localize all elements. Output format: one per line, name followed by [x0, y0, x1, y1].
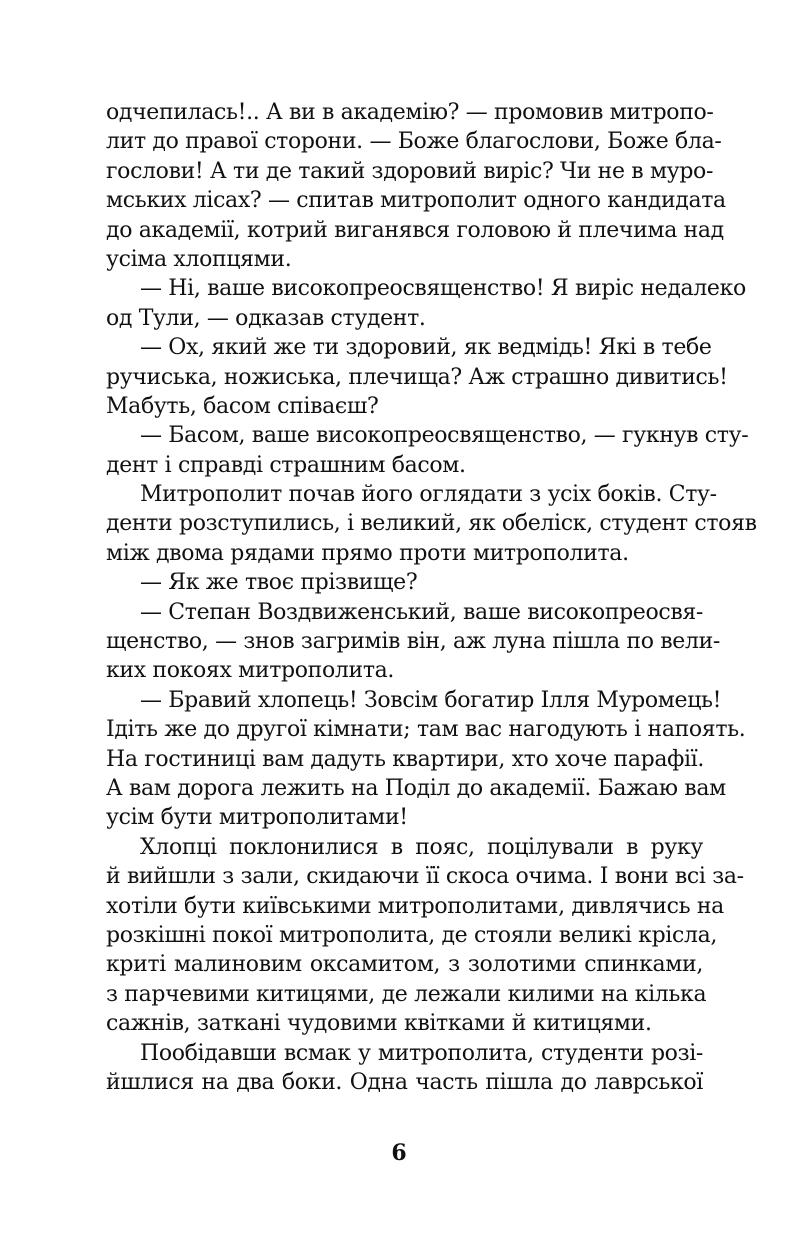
- text-line: хотіли бути київськими митрополитами, дивлячись на: [106, 893, 724, 919]
- text-line: до академії, котрий виганявся головою й плечима над: [106, 217, 724, 243]
- text-line: йшлися на два боки. Одна часть пішла до лаврської: [106, 1069, 703, 1095]
- page-number: 6: [391, 1140, 407, 1166]
- text-line: денти розступились, і великий, як обеліск, студент стояв: [106, 511, 757, 537]
- text-line: — Ох, який же ти здоровий, як ведмідь! Які в тебе: [140, 335, 712, 361]
- text-line: гослови! А ти де такий здоровий виріс? Чи не в муро-: [106, 158, 714, 184]
- text-line: дент і справді страшним басом.: [106, 452, 466, 478]
- text-line: усім бути митрополитами!: [106, 805, 408, 831]
- text-line: А вам дорога лежить на Поділ до академії. Бажаю вам: [106, 775, 726, 801]
- text-line: Ідіть же до другої кімнати; там вас нагодують і напоять.: [106, 717, 746, 743]
- text-line: між двома рядами прямо проти митрополита.: [106, 540, 629, 566]
- text-line: лит до правої сторони. — Боже благослови, Боже бла-: [106, 129, 722, 155]
- text-line: од Тули, — одказав студент.: [106, 305, 426, 331]
- text-line: усіма хлопцями.: [106, 246, 292, 272]
- text-line: й вийшли з зали, скидаючи її скоса очима. І вони всі за-: [106, 864, 744, 890]
- body-text: [106, 98, 757, 1097]
- text-line: — Степан Воздвиженський, ваше високопреосвя-: [140, 599, 703, 625]
- text-line: ких покоях митрополита.: [106, 658, 395, 684]
- text-line: На гостиниці вам дадуть квартири, хто хоче парафії.: [106, 746, 704, 772]
- text-line: мських лісах? — спитав митрополит одного кандидата: [106, 188, 726, 214]
- text-line: Митрополит почав його оглядати з усіх боків. Сту-: [140, 482, 717, 508]
- text-line: — Як же твоє прізвище?: [140, 570, 418, 596]
- text-line: — Басом, ваше високопреосвященство, — гукнув сту-: [140, 423, 749, 449]
- text-line: — Бравий хлопець! Зовсім богатир Ілля Муромець!: [140, 687, 722, 713]
- text-line: Пообідавши всмак у митрополита, студенти розі-: [140, 1040, 703, 1066]
- text-line: ручиська, ножиська, плечища? Аж страшно дивитись!: [106, 364, 728, 390]
- text-line: розкішні покої митрополита, де стояли великі крісла,: [106, 922, 717, 948]
- text-line: — Ні, ваше високопреосвященство! Я виріс недалеко: [140, 276, 746, 302]
- text-line: одчепилась!.. А ви в академію? — промовив митропо-: [106, 100, 714, 125]
- text-line: сажнів, заткані чудовими квітками й китицями.: [106, 1011, 652, 1037]
- text-line: криті малиновим оксамитом, з золотими спинками,: [106, 952, 703, 978]
- text-line: щенство, — знов загримів він, аж луна пішла по вели-: [106, 629, 720, 655]
- text-line: з парчевими китицями, де лежали килими на кілька: [106, 981, 707, 1007]
- text-line: Хлопці поклонилися в пояс, поцілували в руку: [140, 834, 703, 860]
- text-line: Мабуть, басом співаєш?: [106, 393, 379, 419]
